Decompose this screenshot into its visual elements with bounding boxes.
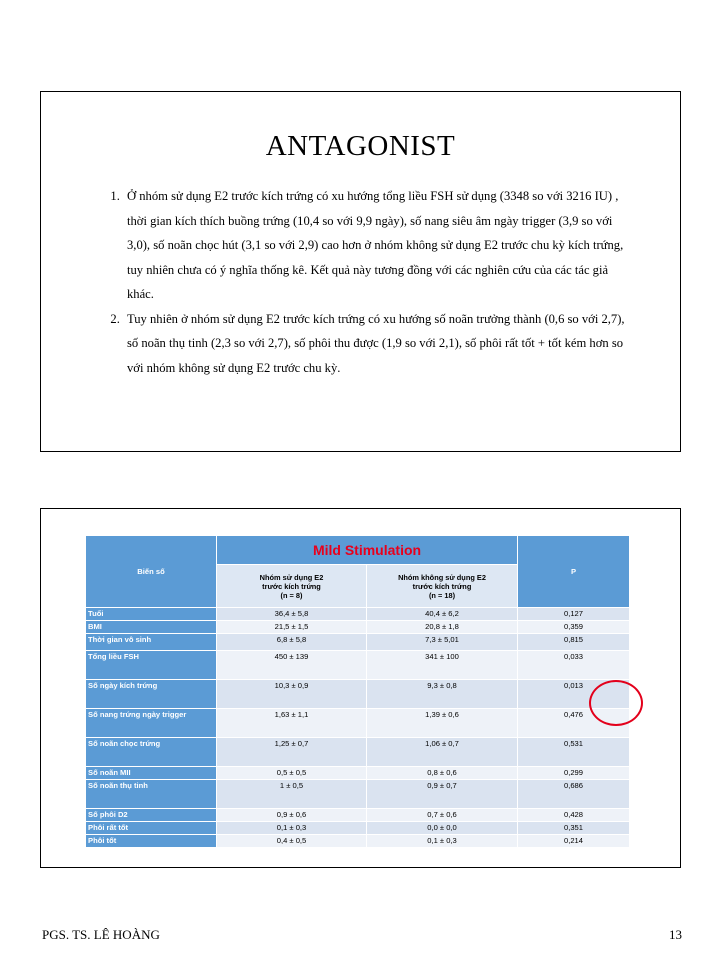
- table-row: [86, 822, 630, 835]
- header-group-e2: [217, 565, 367, 608]
- p-value: 0,127: [518, 608, 630, 621]
- header-line: (n = 8): [280, 590, 303, 600]
- value-group-e2: 10,3 ± 0,9: [217, 680, 367, 709]
- value-group-e2: 1 ± 0,5: [217, 780, 367, 809]
- row-label: Phôi tốt: [86, 835, 217, 848]
- p-value: 0,815: [518, 634, 630, 651]
- findings-list: [111, 184, 633, 380]
- p-value: 0,013: [518, 680, 630, 709]
- value-group-no-e2: 0,7 ± 0,6: [367, 809, 518, 822]
- table-row: [86, 780, 630, 809]
- table-row: [86, 608, 630, 621]
- value-group-e2: 0,5 ± 0,5: [217, 767, 367, 780]
- table-row: [86, 809, 630, 822]
- table-title: Mild Stimulation: [217, 536, 518, 565]
- header-group-no-e2: [367, 565, 518, 608]
- value-group-e2: 0,4 ± 0,5: [217, 835, 367, 848]
- row-label: Tuổi: [86, 608, 217, 621]
- table-row: [86, 634, 630, 651]
- row-label: Số noãn chọc trứng: [86, 738, 217, 767]
- value-group-e2: 1,25 ± 0,7: [217, 738, 367, 767]
- value-group-no-e2: 0,9 ± 0,7: [367, 780, 518, 809]
- header-line: Nhóm không sử dụng E2: [398, 572, 486, 582]
- table-row: [86, 767, 630, 780]
- p-value: 0,214: [518, 835, 630, 848]
- highlight-circle: [589, 680, 643, 726]
- table-row: [86, 738, 630, 767]
- row-label: Số noãn MII: [86, 767, 217, 780]
- row-label: Số phôi D2: [86, 809, 217, 822]
- value-group-e2: 0,1 ± 0,3: [217, 822, 367, 835]
- value-group-no-e2: 9,3 ± 0,8: [367, 680, 518, 709]
- header-line: (n = 18): [428, 590, 456, 600]
- table-row: [86, 621, 630, 634]
- row-label: Số ngày kích trứng: [86, 680, 217, 709]
- row-label: Số nang trứng ngày trigger: [86, 709, 217, 738]
- results-table: [85, 535, 630, 848]
- finding-item: 1. Ở nhóm sử dụng E2 trước kích trứng có xu hướng tổng liều FSH sử dụng (3348 so với 3216 IU) , thời gian kích thích buồng trứng (10,4 so với 9,9 ngày), số nang siêu âm ngày trigger (3,9 so với 3,0), số noãn chọc hút (3,1 so với 2,9) cao hơn ở nhóm không sử dụng E2 trước chu kỳ kích trứng, tuy nhiên chưa có ý nghĩa thống kê. Kết quả này tương đồng với các nghiên cứu của các tác giả khác.: [123, 184, 633, 307]
- table-row: [86, 835, 630, 848]
- table-container: [85, 535, 629, 848]
- slide-mild-stimulation-table: [40, 508, 681, 868]
- table-row: [86, 680, 630, 709]
- value-group-no-e2: 1,39 ± 0,6: [367, 709, 518, 738]
- page-number: 13: [669, 927, 682, 942]
- value-group-e2: 450 ± 139: [217, 651, 367, 680]
- value-group-e2: 21,5 ± 1,5: [217, 621, 367, 634]
- value-group-e2: 6,8 ± 5,8: [217, 634, 367, 651]
- table-row: [86, 709, 630, 738]
- row-label: Số noãn thụ tinh: [86, 780, 217, 809]
- value-group-no-e2: 0,8 ± 0,6: [367, 767, 518, 780]
- header-line: trước kích trứng: [262, 581, 321, 591]
- value-group-no-e2: 0,1 ± 0,3: [367, 835, 518, 848]
- value-group-no-e2: 20,8 ± 1,8: [367, 621, 518, 634]
- p-value: 0,531: [518, 738, 630, 767]
- slide-antagonist: [40, 91, 681, 452]
- p-value: 0,359: [518, 621, 630, 634]
- row-label: Phôi rất tốt: [86, 822, 217, 835]
- value-group-e2: 36,4 ± 5,8: [217, 608, 367, 621]
- p-value: 0,299: [518, 767, 630, 780]
- value-group-no-e2: 0,0 ± 0,0: [367, 822, 518, 835]
- table-row: [86, 651, 630, 680]
- header-p: P: [518, 536, 630, 608]
- footer-author: PGS. TS. LÊ HOÀNG: [42, 927, 160, 942]
- p-value: 0,351: [518, 822, 630, 835]
- p-value: 0,686: [518, 780, 630, 809]
- slide-title: ANTAGONIST: [265, 130, 456, 162]
- row-label: Tổng liều FSH: [86, 651, 217, 680]
- header-line: trước kích trứng: [412, 581, 472, 591]
- header-line: Nhóm sử dụng E2: [259, 572, 324, 582]
- value-group-e2: 0,9 ± 0,6: [217, 809, 367, 822]
- p-value: 0,428: [518, 809, 630, 822]
- value-group-no-e2: 1,06 ± 0,7: [367, 738, 518, 767]
- value-group-no-e2: 341 ± 100: [367, 651, 518, 680]
- value-group-no-e2: 40,4 ± 6,2: [367, 608, 518, 621]
- finding-item: 2. Tuy nhiên ở nhóm sử dụng E2 trước kích trứng có xu hướng số noãn trưởng thành (0,6 so với 2,7), số noãn thụ tinh (2,3 so với 2,7), số phôi thu được (1,9 so với 2,1), số phôi rất tốt + tốt kém hơn so với nhóm không sử dụng E2 trước chu kỳ.: [123, 307, 633, 381]
- p-value: 0,476: [518, 709, 630, 738]
- value-group-no-e2: 7,3 ± 5,01: [367, 634, 518, 651]
- value-group-e2: 1,63 ± 1,1: [217, 709, 367, 738]
- row-label: Thời gian vô sinh: [86, 634, 217, 651]
- header-variable: Biến số: [86, 536, 217, 608]
- p-value: 0,033: [518, 651, 630, 680]
- row-label: BMI: [86, 621, 217, 634]
